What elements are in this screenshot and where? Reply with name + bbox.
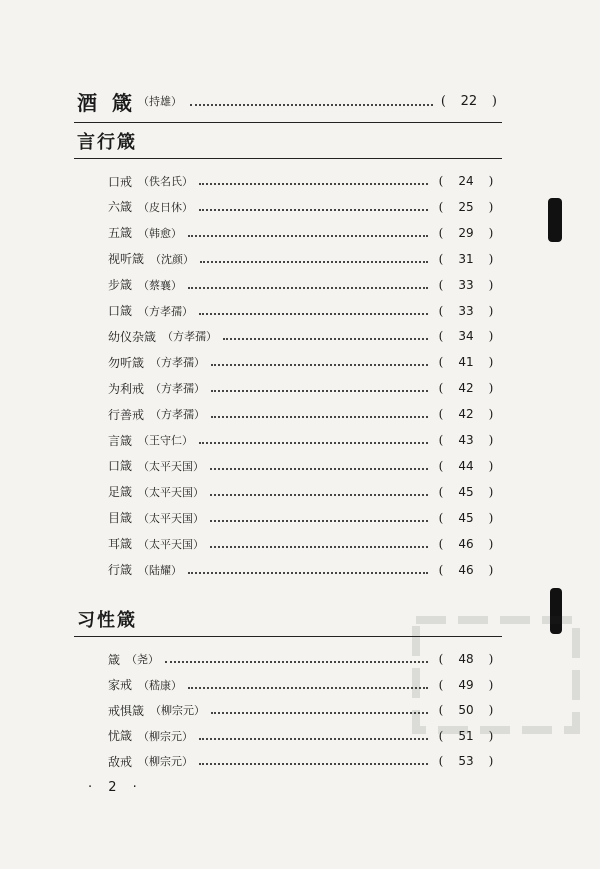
entry-page: 53: [458, 754, 474, 768]
entry-title: 勿听箴: [108, 355, 145, 370]
entry-title: 口箴: [108, 304, 133, 318]
paren-open: (: [438, 754, 444, 768]
entry-page: 33: [458, 277, 474, 292]
toc-entry: [108, 455, 498, 477]
paren-close: ): [491, 93, 497, 109]
dot-leader: [199, 313, 428, 315]
paren-open: (: [438, 510, 444, 525]
paren-open: (: [438, 728, 444, 743]
toc-entry: [108, 300, 498, 322]
entry-author: （王守仁）: [138, 434, 194, 447]
paren-open: (: [438, 407, 444, 422]
entry-title: 为利戒: [108, 381, 145, 396]
entry-title: 口戒: [108, 174, 133, 189]
entry-page: 50: [458, 703, 474, 717]
paren-open: (: [438, 458, 444, 473]
dot-leader: [210, 520, 428, 522]
dot-leader: [200, 261, 428, 263]
paren-open: (: [438, 484, 444, 499]
paren-open: (: [438, 652, 444, 666]
dot-leader: [190, 104, 433, 106]
entry-page: 51: [458, 728, 474, 743]
paren-close: ): [488, 355, 494, 370]
entry-author: （太平天国）: [138, 485, 205, 499]
paren-open: (: [438, 536, 444, 551]
dot-leader: [199, 738, 428, 740]
entry-author: （柳宗元）: [150, 704, 206, 717]
paren-close: ): [488, 458, 494, 473]
entry-title: 步箴: [108, 278, 133, 293]
toc-entry: [108, 507, 498, 529]
toc-entry: [108, 533, 498, 555]
entry-author: （韩愈）: [138, 226, 183, 240]
entry-title: 行善戒: [108, 407, 145, 422]
toc-entry: [108, 196, 498, 218]
entry-author: （方孝孺）: [150, 356, 206, 370]
dot-leader: [188, 287, 428, 289]
dot-leader: [188, 687, 428, 689]
entry-title: 戒惧箴: [108, 703, 145, 718]
paren-open: (: [438, 174, 444, 188]
entry-title: 口箴: [108, 459, 133, 474]
toc-entry: [108, 248, 498, 270]
paren-close: ): [488, 407, 494, 422]
entry-page: 25: [458, 199, 474, 214]
entry-author: （方孝孺）: [162, 330, 218, 344]
entry-author: （陆耀）: [138, 563, 183, 577]
divider-line: [74, 122, 502, 123]
toc-entry: [108, 222, 498, 244]
entry-page: 24: [458, 174, 474, 188]
entry-title: 酒 箴: [77, 90, 136, 115]
dot-leader: [210, 546, 428, 548]
entry-page: 42: [458, 407, 474, 422]
paren-close: ): [488, 536, 494, 551]
paren-close: ): [488, 484, 494, 499]
scan-mark: [548, 198, 562, 242]
entry-author: （尧）: [126, 653, 160, 666]
dot-leader: [210, 468, 428, 470]
entry-page: 48: [458, 652, 474, 666]
entry-title: 箴: [108, 652, 121, 667]
paren-open: (: [438, 703, 444, 717]
entry-title: 言箴: [108, 433, 133, 448]
paren-close: ): [488, 754, 494, 768]
toc-entry: [108, 170, 498, 192]
entry-page: 33: [458, 303, 474, 318]
paren-open: (: [438, 225, 444, 240]
entry-title: 耳箴: [108, 537, 133, 552]
entry-page: 45: [458, 510, 474, 525]
entry-page: 45: [458, 484, 474, 499]
toc-entry: [108, 559, 498, 581]
toc-entry: [108, 481, 498, 503]
paren-open: (: [438, 277, 444, 292]
entry-title: 忧箴: [108, 729, 133, 743]
entry-page: 43: [458, 433, 474, 447]
paren-open: (: [438, 329, 444, 344]
toc-entry: [108, 377, 498, 399]
entry-author: （方孝孺）: [150, 382, 206, 396]
dot-leader: [188, 235, 428, 237]
paren-open: (: [438, 677, 444, 692]
paren-open: (: [438, 251, 444, 266]
paren-close: ): [488, 329, 494, 344]
entry-author: （方孝孺）: [138, 304, 194, 318]
dot-leader: [199, 442, 428, 444]
section-heading: 习性箴: [77, 610, 137, 631]
entry-author: （蔡襄）: [138, 278, 183, 292]
paren-close: ): [488, 303, 494, 318]
toc-entry: [108, 429, 498, 451]
paren-close: ): [488, 199, 494, 214]
entry-author: （太平天国）: [138, 511, 205, 525]
divider-line: [74, 158, 502, 159]
paren-close: ): [488, 562, 494, 577]
paren-open: (: [438, 562, 444, 577]
paren-close: ): [488, 433, 494, 447]
entry-title: 敌戒: [108, 754, 133, 769]
dot-leader: [199, 183, 428, 185]
entry-title: 幼仪杂箴: [108, 329, 157, 344]
entry-author: （太平天国）: [138, 537, 205, 551]
paren-open: (: [438, 199, 444, 214]
entry-page: 22: [460, 93, 478, 109]
paren-open: (: [438, 303, 444, 318]
entry-title: 家戒: [108, 678, 133, 692]
paren-open: (: [438, 355, 444, 370]
paren-close: ): [488, 677, 494, 692]
paren-close: ): [488, 381, 494, 396]
watermark-seal: [396, 600, 596, 750]
page-number: · 2 ·: [88, 780, 143, 795]
dot-leader: [199, 763, 428, 765]
section-heading: 言行箴: [77, 132, 137, 153]
toc-entry: [108, 750, 498, 772]
toc-entry: [108, 274, 498, 296]
paren-close: ): [488, 510, 494, 525]
dot-leader: [211, 416, 428, 418]
entry-title: 六箴: [108, 200, 133, 215]
entry-author: （柳宗元）: [138, 755, 194, 768]
paren-close: ): [488, 728, 494, 743]
entry-author: （嵇康）: [138, 678, 183, 692]
paren-open: (: [438, 381, 444, 396]
entry-page: 29: [458, 225, 474, 240]
entry-title: 五箴: [108, 226, 133, 241]
toc-entry: [108, 403, 498, 425]
dot-leader: [223, 338, 428, 340]
dot-leader: [210, 494, 428, 496]
dot-leader: [211, 364, 428, 366]
entry-author: （持雄）: [137, 95, 182, 108]
paren-close: ): [488, 652, 494, 666]
entry-title: 目箴: [108, 511, 133, 526]
toc-entry: [108, 351, 498, 373]
paren-close: ): [488, 174, 494, 188]
toc-entry-top: [77, 88, 497, 114]
entry-author: （佚名氏）: [138, 175, 194, 188]
paren-close: ): [488, 251, 494, 266]
entry-author: （方孝孺）: [150, 408, 206, 422]
dot-leader: [199, 209, 428, 211]
dot-leader: [188, 572, 428, 574]
entry-author: （柳宗元）: [138, 729, 194, 743]
paren-close: ): [488, 703, 494, 717]
entry-author: （皮日休）: [138, 200, 194, 214]
entry-page: 31: [458, 251, 474, 266]
paren-close: ): [488, 225, 494, 240]
entry-author: （太平天国）: [138, 459, 205, 473]
entry-page: 41: [458, 355, 474, 370]
paren-open: (: [438, 433, 444, 447]
entry-title: 行箴: [108, 563, 133, 577]
entry-title: 足箴: [108, 485, 133, 500]
dot-leader: [211, 390, 428, 392]
entry-page: 46: [458, 562, 474, 577]
dot-leader: [165, 661, 428, 663]
entry-page: 44: [458, 458, 474, 473]
paren-open: (: [440, 93, 446, 109]
toc-entry: [108, 325, 498, 347]
entry-page: 42: [458, 381, 474, 396]
entry-author: （沈颜）: [150, 252, 195, 266]
entry-title: 视听箴: [108, 252, 145, 267]
entry-page: 34: [458, 329, 474, 344]
entry-page: 46: [458, 536, 474, 551]
entry-page: 49: [458, 677, 474, 692]
paren-close: ): [488, 277, 494, 292]
